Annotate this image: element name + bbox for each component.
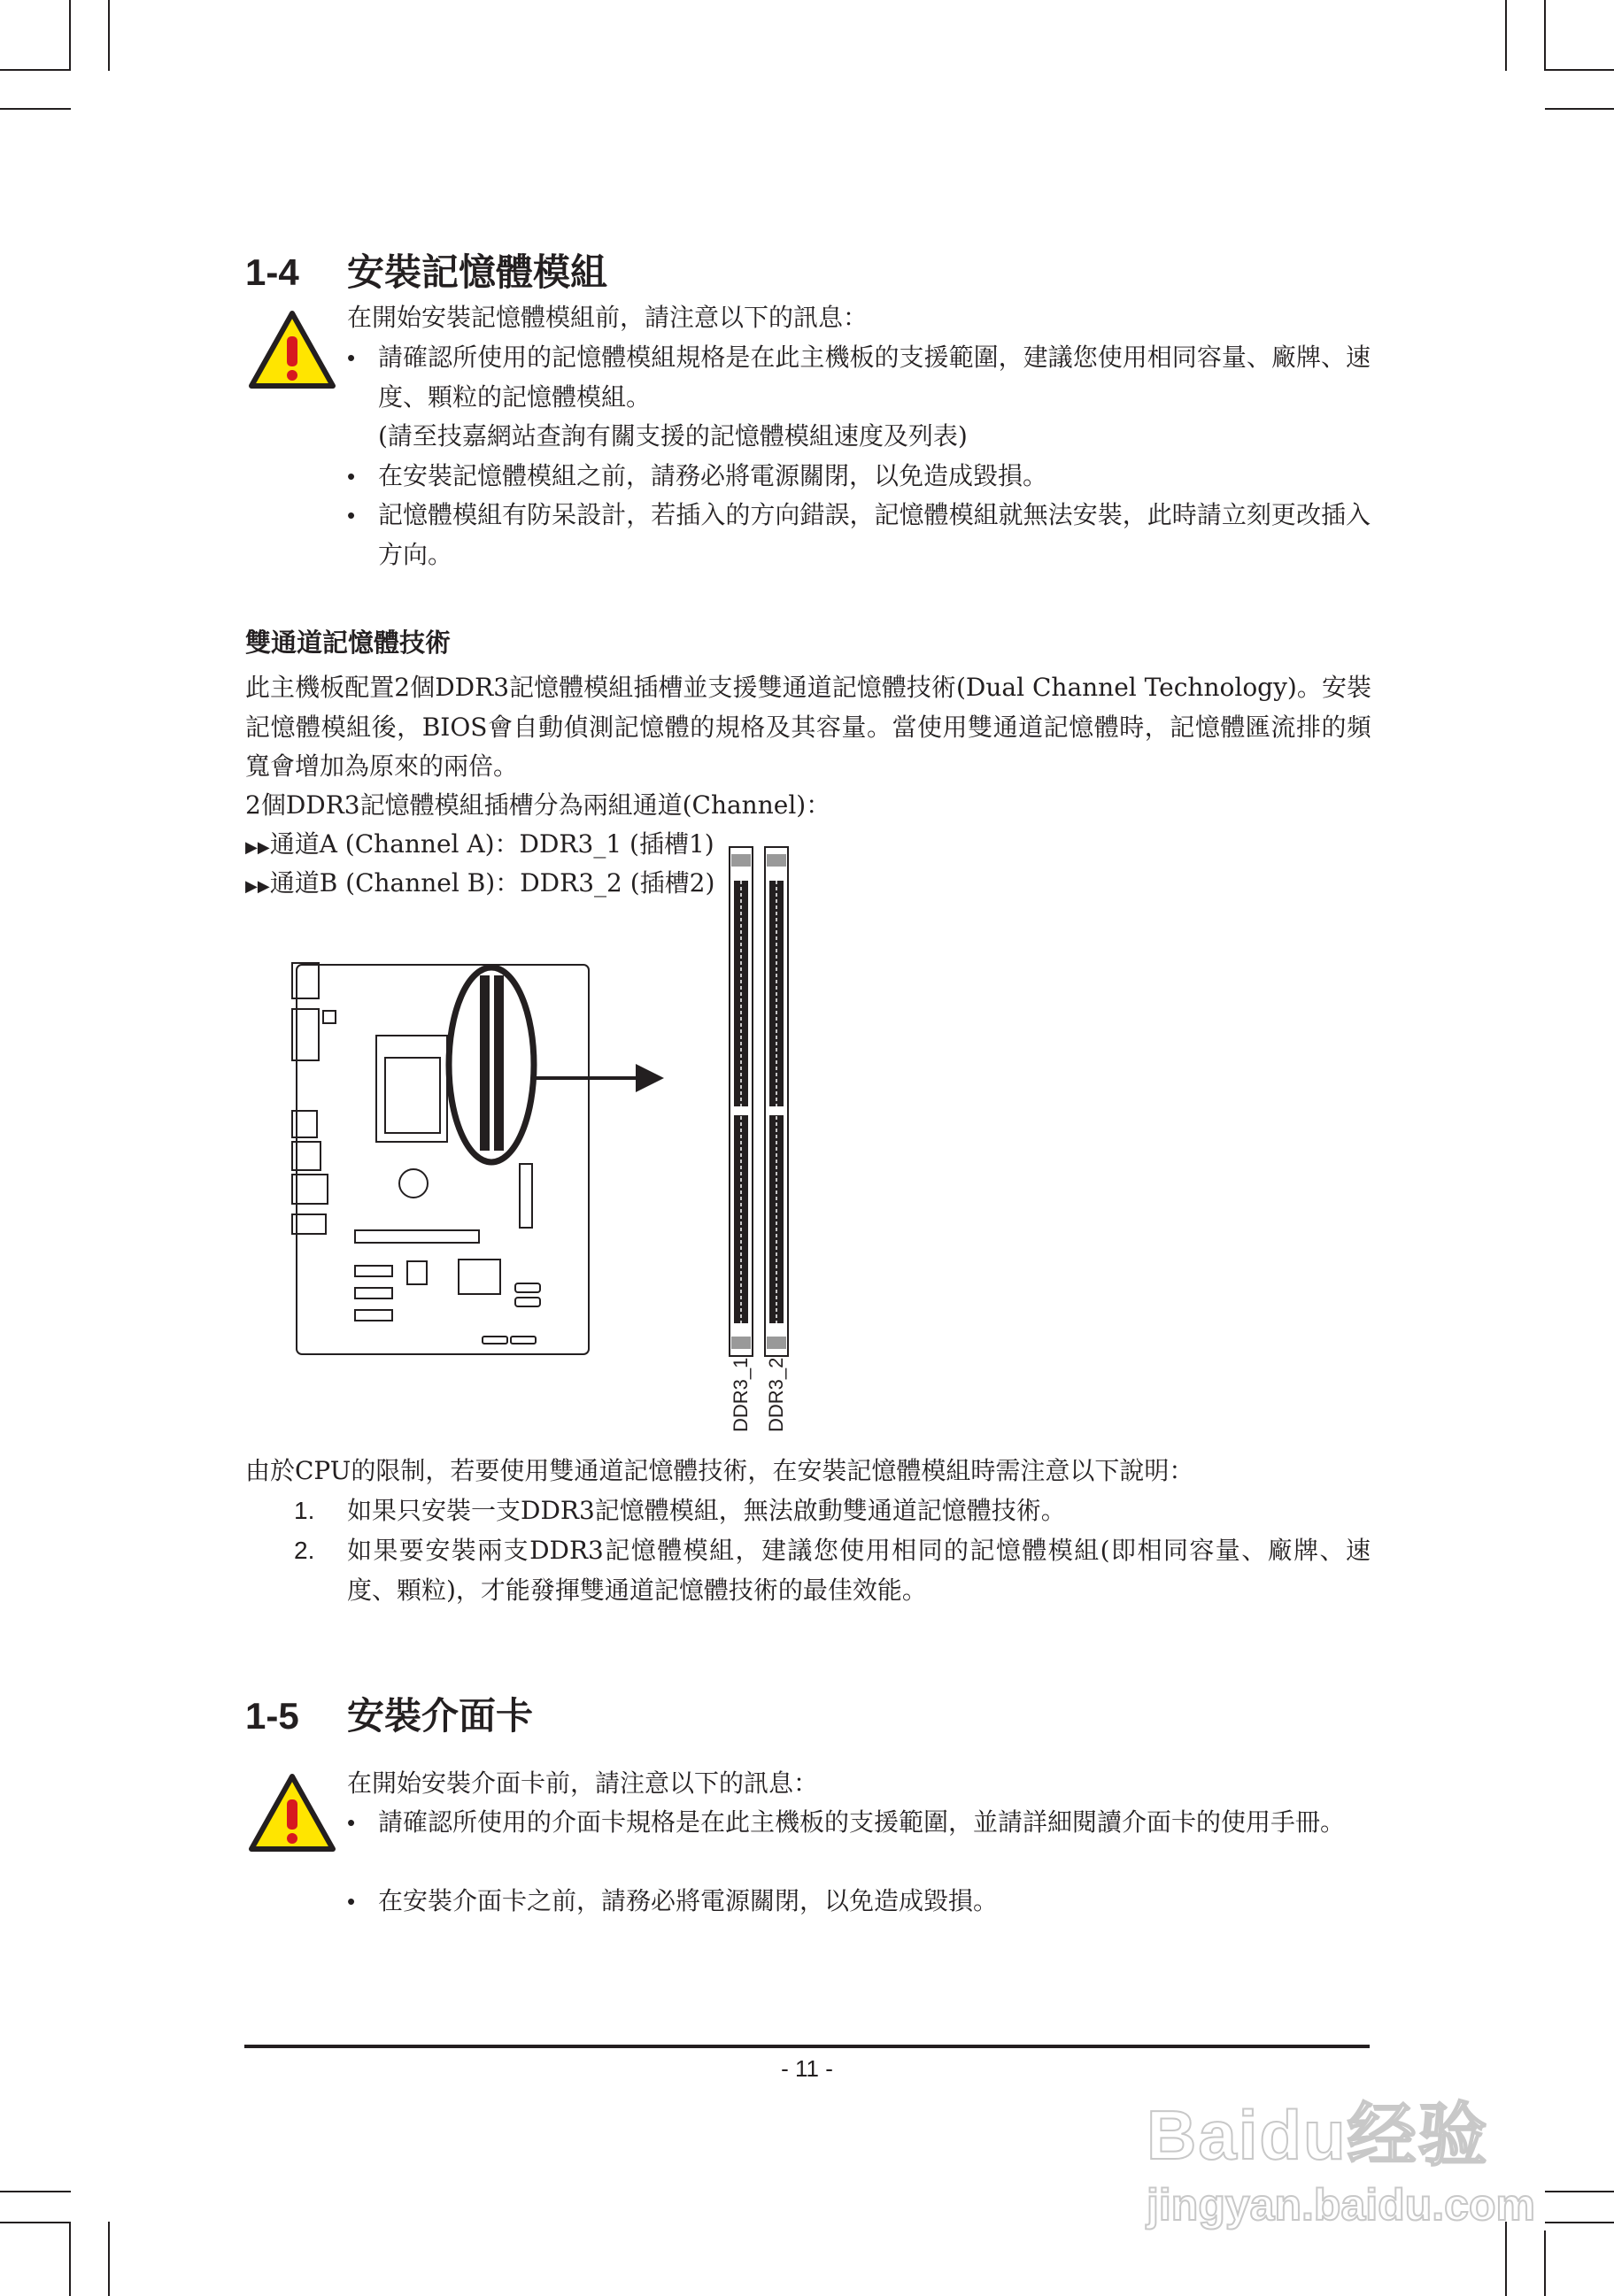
double-arrow-icon: ▶▶ xyxy=(245,838,270,857)
bullet-icon: • xyxy=(347,502,356,528)
crop-mark xyxy=(0,2222,71,2223)
slot-label-ddr3-2: DDR3_2 xyxy=(765,1357,787,1432)
crop-mark xyxy=(0,2191,71,2192)
cpu-note: 由於CPU的限制，若要使用雙通道記憶體技術，在安裝記憶體模組時需注意以下說明： xyxy=(245,1456,1194,1485)
crop-mark xyxy=(1545,108,1614,110)
crop-mark xyxy=(0,108,71,110)
channel-a: ▶▶通道A (Channel A)：DDR3_1 (插槽1) xyxy=(245,829,714,859)
warning-icon xyxy=(248,310,336,391)
crop-mark xyxy=(108,2222,110,2296)
dimm-slot-ddr3-1 xyxy=(730,847,753,1356)
warning-intro: 在開始安裝介面卡前，請注意以下的訊息： xyxy=(347,1768,819,1798)
bullet-icon: • xyxy=(347,463,356,489)
section-number: 1-5 xyxy=(245,1695,299,1737)
dimm-slots-enlarged xyxy=(726,845,806,1359)
page-number: - 11 - xyxy=(781,2055,833,2082)
warning-item: • 記憶體模組有防呆設計，若插入的方向錯誤，記憶體模組就無法安裝，此時請立刻更改插入方向。 xyxy=(347,496,1371,574)
subheading-dual-channel: 雙通道記憶體技術 xyxy=(245,628,452,658)
warning-item: • 在安裝介面卡之前，請務必將電源關閉，以免造成毀損。 xyxy=(347,1882,1371,1922)
bullet-icon: • xyxy=(347,344,356,371)
bullet-icon: • xyxy=(347,1809,356,1836)
baidu-watermark-url: jingyan.baidu.com xyxy=(1147,2180,1535,2230)
dimm-slot-ddr3-2 xyxy=(765,847,788,1356)
crop-mark xyxy=(69,2222,71,2296)
section-heading xyxy=(245,1687,533,1740)
section-heading xyxy=(245,243,607,297)
note-item: 2. 如果要安裝兩支DDR3記憶體模組，建議您使用相同的記憶體模組(即相同容量、廠牌、速度、顆粒)，才能發揮雙通道記憶體技術的最佳效能。 xyxy=(294,1536,1371,1605)
motherboard-diagram xyxy=(288,947,704,1363)
crop-mark xyxy=(0,69,71,71)
double-arrow-icon: ▶▶ xyxy=(245,877,270,896)
warning-item: • 在安裝記憶體模組之前，請務必將電源關閉，以免造成毀損。 xyxy=(347,457,1371,497)
crop-mark xyxy=(1544,0,1546,71)
warning-intro: 在開始安裝記憶體模組前，請注意以下的訊息： xyxy=(347,303,869,332)
channels-intro: 2個DDR3記憶體模組插槽分為兩組通道(Channel)： xyxy=(245,790,831,820)
crop-mark xyxy=(1545,2191,1614,2192)
warning-item: • 請確認所使用的介面卡規格是在此主機板的支援範圍，並請詳細閱讀介面卡的使用手冊。 xyxy=(347,1803,1371,1843)
bullet-icon: • xyxy=(347,1888,356,1915)
crop-mark xyxy=(69,0,71,71)
note-item: 1. 如果只安裝一支DDR3記憶體模組，無法啟動雙通道記憶體技術。 xyxy=(294,1496,1066,1525)
warning-item: • 請確認所使用的記憶體模組規格是在此主機板的支援範圍，建議您使用相同容量、廠牌、速度、顆粒的記憶體模組。 (請至技嘉網站查詢有關支援的記憶體模組速度及列表) xyxy=(347,338,1371,457)
dual-channel-paragraph: 此主機板配置2個DDR3記憶體模組插槽並支援雙通道記憶體技術(Dual Channel Technology)。安裝記憶體模組後，BIOS會自動偵測記憶體的規格及其容量。當使用雙通道記憶體時，記憶體匯流排的頻寬會增加為原來的兩倍。 xyxy=(245,673,1371,781)
section-title: 安裝介面卡 xyxy=(347,1694,534,1737)
channel-b: ▶▶通道B (Channel B)：DDR3_2 (插槽2) xyxy=(245,868,715,898)
section-title: 安裝記憶體模組 xyxy=(347,250,608,294)
warning-icon xyxy=(248,1773,336,1854)
crop-mark xyxy=(1505,2222,1507,2296)
section-number: 1-4 xyxy=(245,251,299,293)
footer-rule xyxy=(244,2045,1370,2048)
crop-mark xyxy=(1545,2222,1614,2223)
crop-mark xyxy=(1545,69,1614,71)
slot-label-ddr3-1: DDR3_1 xyxy=(730,1357,752,1432)
baidu-watermark-logo: Baidu经验 xyxy=(1147,2096,1489,2174)
crop-mark xyxy=(108,0,110,71)
crop-mark xyxy=(1544,2231,1546,2296)
warning-note: (請至技嘉網站查詢有關支援的記憶體模組速度及列表) xyxy=(378,421,968,451)
crop-mark xyxy=(1505,0,1507,71)
